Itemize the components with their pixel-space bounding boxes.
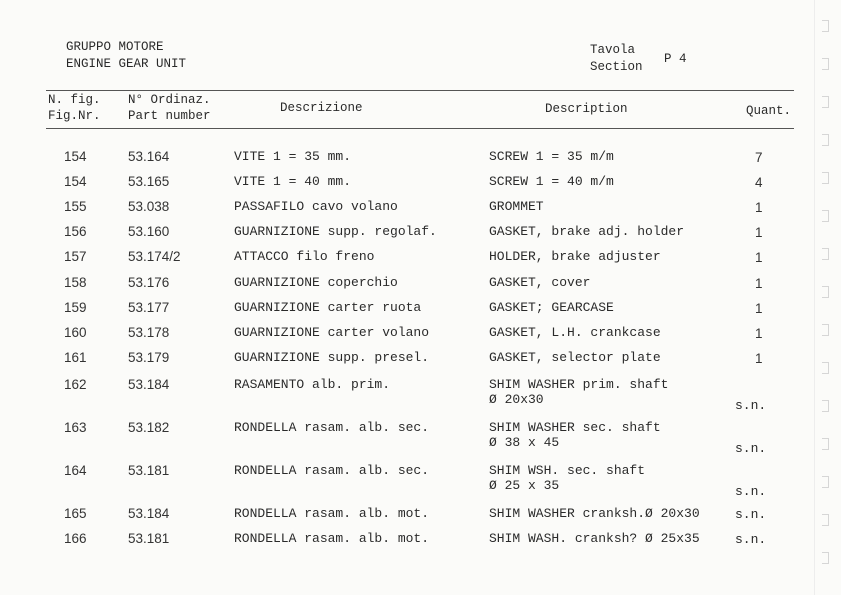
description-en: SHIM WSH. sec. shaft — [489, 463, 646, 478]
binding-mark — [822, 210, 829, 222]
quantity: s.n. — [735, 484, 767, 499]
description-en: GASKET, selector plate — [489, 350, 661, 365]
quantity: 1 — [755, 301, 763, 316]
header-bottom-rule — [46, 128, 794, 129]
description-it: RONDELLA rasam. alb. mot. — [234, 506, 430, 521]
description-it: ATTACCO filo freno — [234, 249, 375, 264]
quantity: 7 — [755, 150, 763, 165]
description-it: GUARNIZIONE supp. presel. — [234, 350, 430, 365]
description-it: GUARNIZIONE carter ruota — [234, 300, 422, 315]
part-number: 53.184 — [128, 506, 170, 521]
binding-mark — [822, 172, 829, 184]
fig-number: 161 — [64, 350, 87, 365]
binding-mark — [822, 96, 829, 108]
binding-mark — [822, 362, 829, 374]
binding-mark — [822, 20, 829, 32]
fig-number: 157 — [64, 249, 87, 264]
binding-mark — [822, 248, 829, 260]
binding-mark — [822, 58, 829, 70]
fig-number: 166 — [64, 531, 87, 546]
description-en-line2: Ø 25 x 35 — [489, 478, 560, 493]
part-number: 53.179 — [128, 350, 170, 365]
fig-number: 162 — [64, 377, 87, 392]
quantity: 1 — [755, 276, 763, 291]
quantity: s.n. — [735, 507, 767, 522]
description-en: SHIM WASHER sec. shaft — [489, 420, 661, 435]
description-it: RONDELLA rasam. alb. mot. — [234, 531, 430, 546]
description-it: RASAMENTO alb. prim. — [234, 377, 391, 392]
description-it: GUARNIZIONE supp. regolaf. — [234, 224, 437, 239]
fig-number: 159 — [64, 300, 87, 315]
fig-number: 163 — [64, 420, 87, 435]
description-en: SCREW 1 = 40 m/m — [489, 174, 614, 189]
description-en: GASKET, cover — [489, 275, 591, 290]
quantity: 4 — [755, 175, 763, 190]
fig-number: 154 — [64, 149, 87, 164]
col-fig-it: N. fig. — [48, 93, 101, 107]
description-it: RONDELLA rasam. alb. sec. — [234, 463, 430, 478]
table-code: P 4 — [664, 52, 687, 66]
description-en: GASKET, L.H. crankcase — [489, 325, 661, 340]
description-en: SHIM WASH. cranksh? Ø 25x35 — [489, 531, 700, 546]
part-number: 53.178 — [128, 325, 170, 340]
part-number: 53.174/2 — [128, 249, 181, 264]
quantity: s.n. — [735, 441, 767, 456]
quantity: 1 — [755, 326, 763, 341]
page-edge-line — [814, 0, 815, 595]
description-en: GASKET, brake adj. holder — [489, 224, 685, 239]
description-it: VITE 1 = 35 mm. — [234, 149, 352, 164]
fig-number: 155 — [64, 199, 87, 214]
group-title-it: GRUPPO MOTORE — [66, 40, 164, 54]
quantity: s.n. — [735, 532, 767, 547]
quantity: s.n. — [735, 398, 767, 413]
description-en: SHIM WASHER cranksh.Ø 20x30 — [489, 506, 700, 521]
description-en: GASKET; GEARCASE — [489, 300, 614, 315]
col-qty: Quant. — [746, 104, 792, 118]
binding-mark — [822, 134, 829, 146]
fig-number: 165 — [64, 506, 87, 521]
binding-mark — [822, 286, 829, 298]
description-it: GUARNIZIONE carter volano — [234, 325, 430, 340]
part-number: 53.182 — [128, 420, 170, 435]
description-it: RONDELLA rasam. alb. sec. — [234, 420, 430, 435]
description-en-line2: Ø 20x30 — [489, 392, 544, 407]
description-it: VITE 1 = 40 mm. — [234, 174, 352, 189]
quantity: 1 — [755, 250, 763, 265]
description-en: GROMMET — [489, 199, 544, 214]
binding-mark — [822, 552, 829, 564]
fig-number: 156 — [64, 224, 87, 239]
table-label-it: Tavola — [590, 43, 636, 57]
col-fig-en: Fig.Nr. — [48, 109, 101, 123]
description-it: PASSAFILO cavo volano — [234, 199, 398, 214]
description-en-line2: Ø 38 x 45 — [489, 435, 560, 450]
col-desc-it: Descrizione — [280, 101, 363, 115]
part-number: 53.165 — [128, 174, 170, 189]
description-en: SCREW 1 = 35 m/m — [489, 149, 614, 164]
part-number: 53.038 — [128, 199, 170, 214]
group-title-en: ENGINE GEAR UNIT — [66, 57, 187, 71]
part-number: 53.184 — [128, 377, 170, 392]
fig-number: 158 — [64, 275, 87, 290]
part-number: 53.177 — [128, 300, 170, 315]
quantity: 1 — [755, 225, 763, 240]
quantity: 1 — [755, 351, 763, 366]
binding-mark — [822, 438, 829, 450]
fig-number: 164 — [64, 463, 87, 478]
part-number: 53.164 — [128, 149, 170, 164]
binding-mark — [822, 400, 829, 412]
col-part-it: N° Ordinaz. — [128, 93, 211, 107]
description-en: SHIM WASHER prim. shaft — [489, 377, 669, 392]
description-en: HOLDER, brake adjuster — [489, 249, 661, 264]
fig-number: 160 — [64, 325, 87, 340]
binding-mark — [822, 514, 829, 526]
description-it: GUARNIZIONE coperchio — [234, 275, 398, 290]
part-number: 53.181 — [128, 531, 170, 546]
binding-mark — [822, 476, 829, 488]
part-number: 53.181 — [128, 463, 170, 478]
table-label-en: Section — [590, 60, 643, 74]
fig-number: 154 — [64, 174, 87, 189]
header-top-rule — [46, 90, 794, 91]
col-desc-en: Description — [545, 102, 628, 116]
binding-mark — [822, 324, 829, 336]
part-number: 53.160 — [128, 224, 170, 239]
part-number: 53.176 — [128, 275, 170, 290]
quantity: 1 — [755, 200, 763, 215]
col-part-en: Part number — [128, 109, 211, 123]
